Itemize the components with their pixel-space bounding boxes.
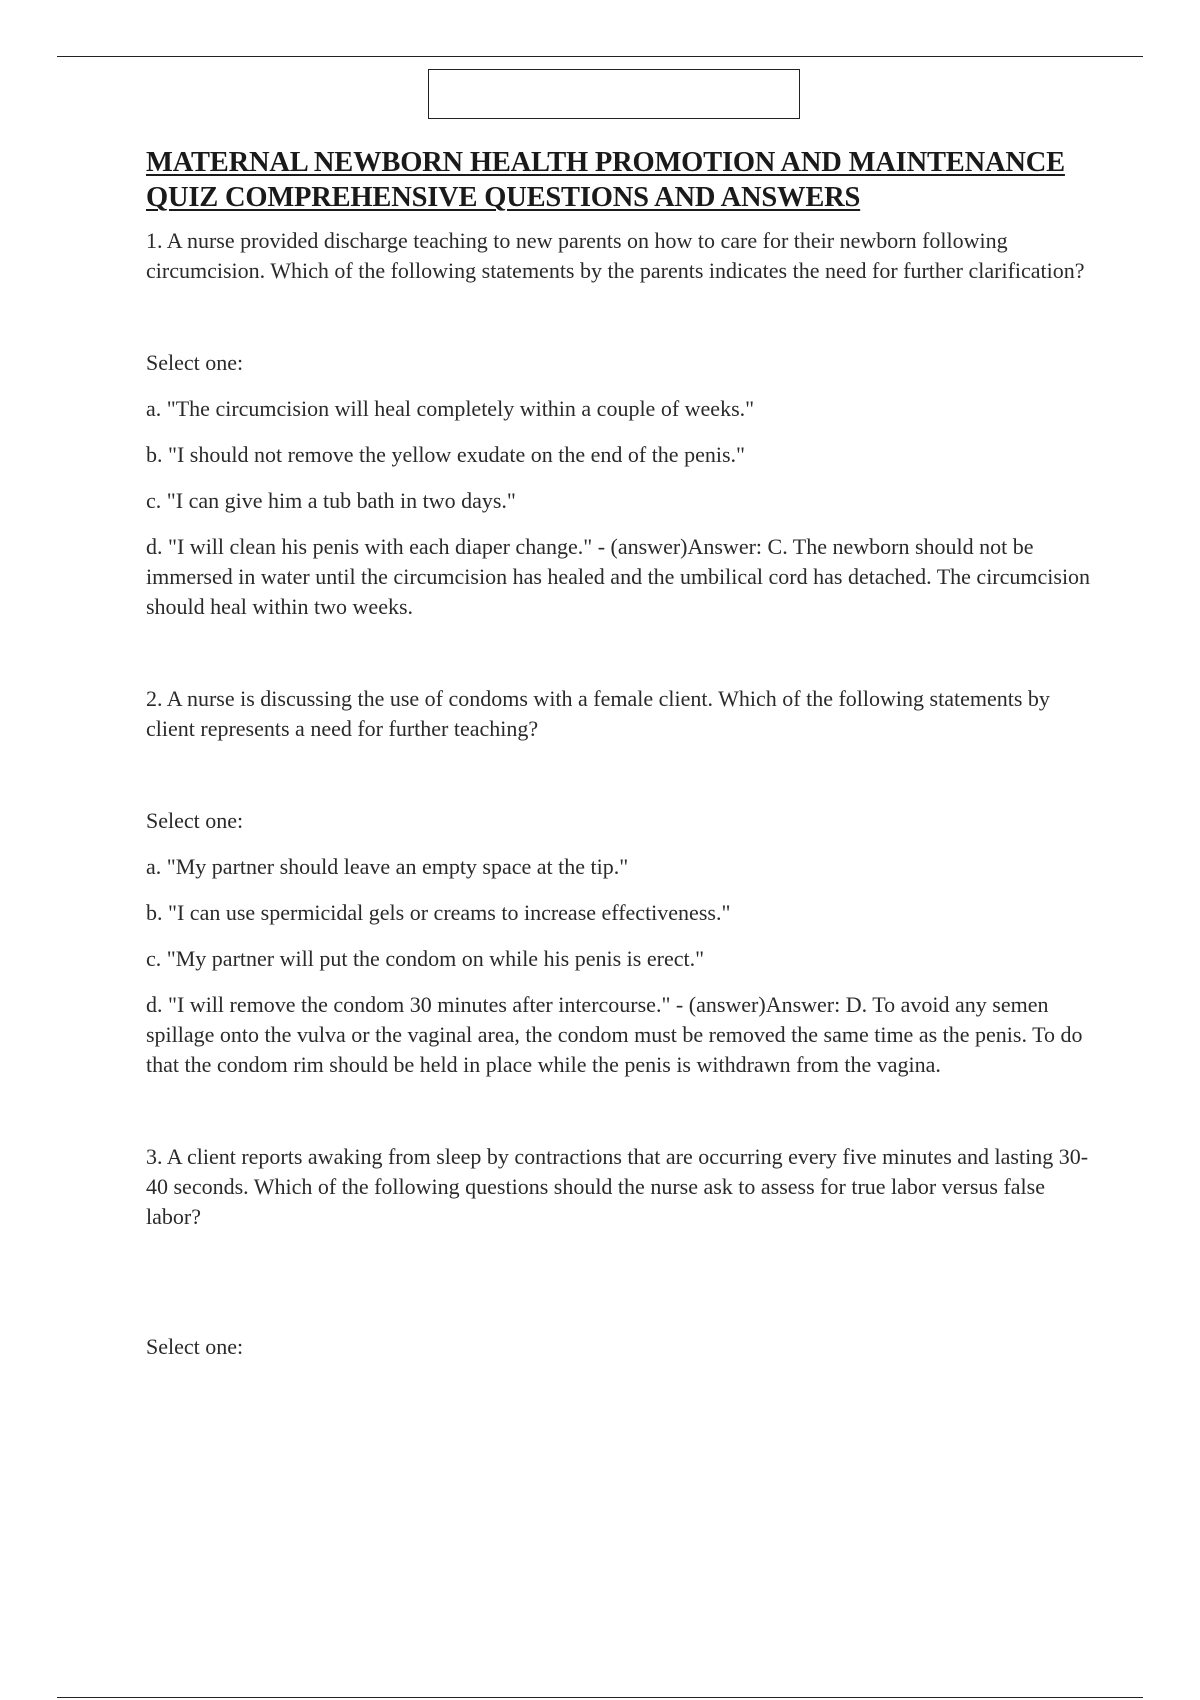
select-one-label: Select one:: [146, 350, 244, 375]
title-line-1: MATERNAL NEWBORN HEALTH PROMOTION AND MAINTENANCE: [146, 147, 1065, 178]
question-1: [146, 226, 1096, 622]
option-a: a. "My partner should leave an empty space at the tip.": [146, 854, 629, 879]
title-line-2: QUIZ COMPREHENSIVE QUESTIONS AND ANSWERS: [146, 182, 861, 213]
question-stem: 3. A client reports awaking from sleep by contractions that are occurring every five minutes and lasting 30-40 seconds. Which of the following questions should the nurse ask to assess for true labor versus false labor?: [146, 1144, 1089, 1229]
question-stem: 1. A nurse provided discharge teaching to new parents on how to care for their newborn following circumcision. Which of the following statements by the parents indicates the need for further clarification?: [146, 228, 1085, 283]
document-body: [146, 145, 1096, 1378]
option-b: b. "I should not remove the yellow exudate on the end of the penis.": [146, 442, 745, 467]
select-one-label: Select one:: [146, 1334, 244, 1359]
option-d-with-answer: d. "I will remove the condom 30 minutes after intercourse." - (answer)Answer: D. To avoid any semen spillage onto the vulva or the vaginal area, the condom must be removed the same time as the penis. To do that the condom rim should be held in place while the penis is withdrawn from the vagina.: [146, 992, 1083, 1077]
question-3: [146, 1142, 1096, 1362]
question-stem: 2. A nurse is discussing the use of condoms with a female client. Which of the following statements by client represents a need for further teaching?: [146, 686, 1050, 741]
option-c: c. "I can give him a tub bath in two days.": [146, 488, 516, 513]
question-2: [146, 684, 1096, 1080]
document-title: [146, 145, 1096, 215]
option-b: b. "I can use spermicidal gels or creams to increase effectiveness.": [146, 900, 731, 925]
option-a: a. "The circumcision will heal completely within a couple of weeks.": [146, 396, 755, 421]
question-spacer: [146, 1080, 1096, 1142]
option-c: c. "My partner will put the condom on while his penis is erect.": [146, 946, 705, 971]
header-blank-box: [428, 69, 800, 119]
option-d-with-answer: d. "I will clean his penis with each diaper change." - (answer)Answer: C. The newborn should not be immersed in water until the circumcision has healed and the umbilical cord has detached. The circumcision should heal within two weeks.: [146, 534, 1091, 619]
bottom-rule: [57, 1697, 1143, 1698]
select-one-label: Select one:: [146, 808, 244, 833]
question-spacer: [146, 622, 1096, 684]
top-rule: [57, 56, 1143, 57]
